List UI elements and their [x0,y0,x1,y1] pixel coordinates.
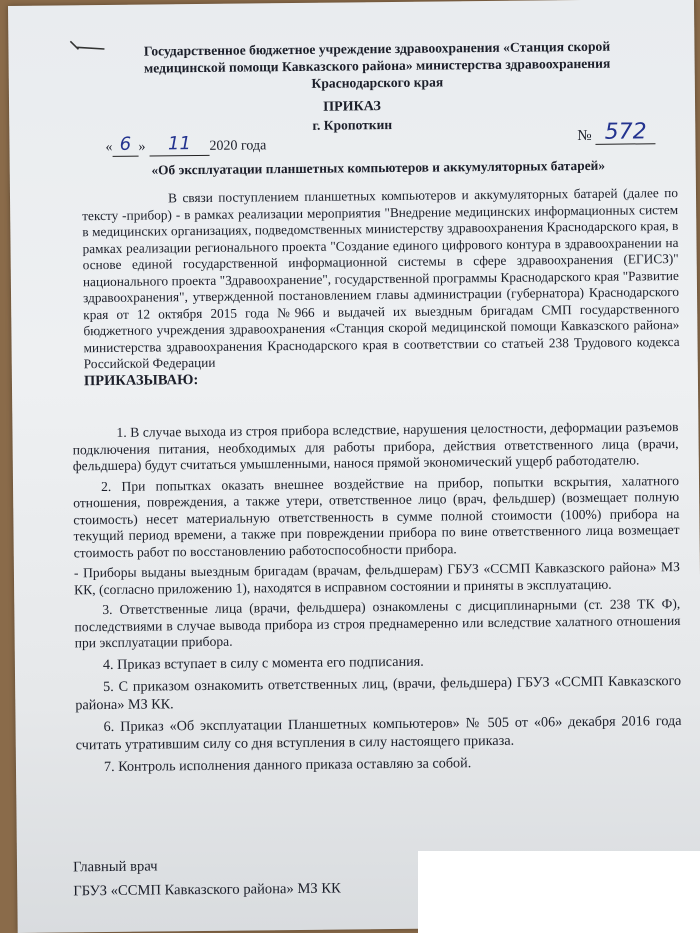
item-2: 2. При попытках оказать внешнее воздействие на прибор, попытки вскрытия, халатного отношения, повреждения, а также утери, ответственное лицо (врач, фельдшер) (возмещает полную стоимость) несет материальную ответственность в сумме полной стоимости (100%) прибора на текущий период времени, а также при повреждении прибора по вине ответственного лица возмещает стоимость работ по восстановлению работоспособности прибора. [73,472,680,560]
decree-heading: ПРИКАЗЫВАЮ: [83,371,199,389]
date-year: 2020 года [209,138,267,154]
date-quote-open: « [105,139,113,155]
order-title: ПРИКАЗ [323,99,381,115]
item-1: 1. В случае выхода из строя прибора вследствие, нарушения целостности, деформации разъемов подключения питания, необходимых для работы прибора, действия ответственного лица (врачи, фельдшера) будут считаться умышленными, нанося прямой экономический ущерб работодателю. [72,419,679,474]
item-3: 3. Ответственные лица (врачи, фельдшера) ознакомлены с дисциплинарными (ст. 238 ТК Ф), последствиями в случае вывода прибора из строя преднамеренно или вследствие халатного отношения при эксплуатации прибора. [74,595,681,651]
number-sign: № [577,127,592,145]
item-4: 4. Приказ вступает в силу с момента его подписания. [102,653,424,673]
order-city: г. Кропоткин [312,116,393,133]
date-month: 11 [167,133,192,155]
header-line-2: медицинской помощи Кавказского района» министерства здравоохранения [143,55,611,76]
date-month-field [149,135,209,157]
order-date [105,134,266,157]
date-day-field [112,133,138,157]
item-2-note: - Приборы выданы выездным бригадам (врачам, фельдшерам) ГБУЗ «ССМП Кавказского района» МЗ КК, (согласно приложению 1), находятся в исправном состоянии и приняты в эксплуатацию. [73,558,680,597]
number-field [596,121,656,145]
order-subject: «Об эксплуатации планшетных компьютеров и аккумуляторных батарей» [151,157,606,178]
order-number-value: 572 [604,119,647,145]
header-line-1: Государственное бюджетное учреждение здравоохранения «Станция скорой [143,38,611,59]
order-items [72,419,682,780]
order-number [577,121,656,145]
date-quote-close: » [138,139,146,155]
institution-header [104,37,650,94]
signature-block [73,855,341,906]
preamble-text: В связи поступлением планшетных компьютеров и аккумуляторных батарей (далее по тексту -прибор) - в рамках реализации мероприятия "Внедрение медицинских информационных систем в медицинских организациях, подведомственных министерству здравоохранения Краснодарского края, в рамках реализации регионального проекта "Создание единого цифрового контура в здравоохранении на основе единой государственной информационной системы в сфере здравоохранения (ЕГИСЗ)" национального проекта "Здравоохранение", государственной программы Краснодарского края "Развитие здравоохранения", утвержденной постановлением главы администрации (губернатора) Краснодарского края от 12 октября 2015 года №966 и выдачей их выездным бригадам СМП государственного бюджетного учреждения здравоохранения «Станция скорой медицинской помощи Кавказского района» министерства здравоохранения Краснодарского края в соответствии со статьей 238 Трудового кодекса Российской Федерации [82,184,680,372]
signer-organization: ГБУЗ «ССМП Кавказского района» МЗ КК [73,880,341,900]
signer-position: Главный врач [72,858,158,876]
date-day: 6 [119,133,132,155]
item-6: 6. Приказ «Об эксплуатации Планшетных компьютеров» № 505 от «06» декабря 2016 года считать утратившим силу со дня вступления в силу настоящего приказа. [75,712,682,753]
redaction-box [418,851,700,933]
preamble-block [82,185,680,390]
header-line-3: Краснодарского края [311,74,444,91]
pen-mark [68,37,106,53]
document-page [8,0,700,933]
item-5: 5. С приказом ознакомить ответственных лиц, (врачи, фельдшера) ГБУЗ «ССМП Кавказского района» МЗ КК. [75,672,682,713]
item-7: 7. Контроль исполнения данного приказа оставляю за собой. [103,754,472,775]
